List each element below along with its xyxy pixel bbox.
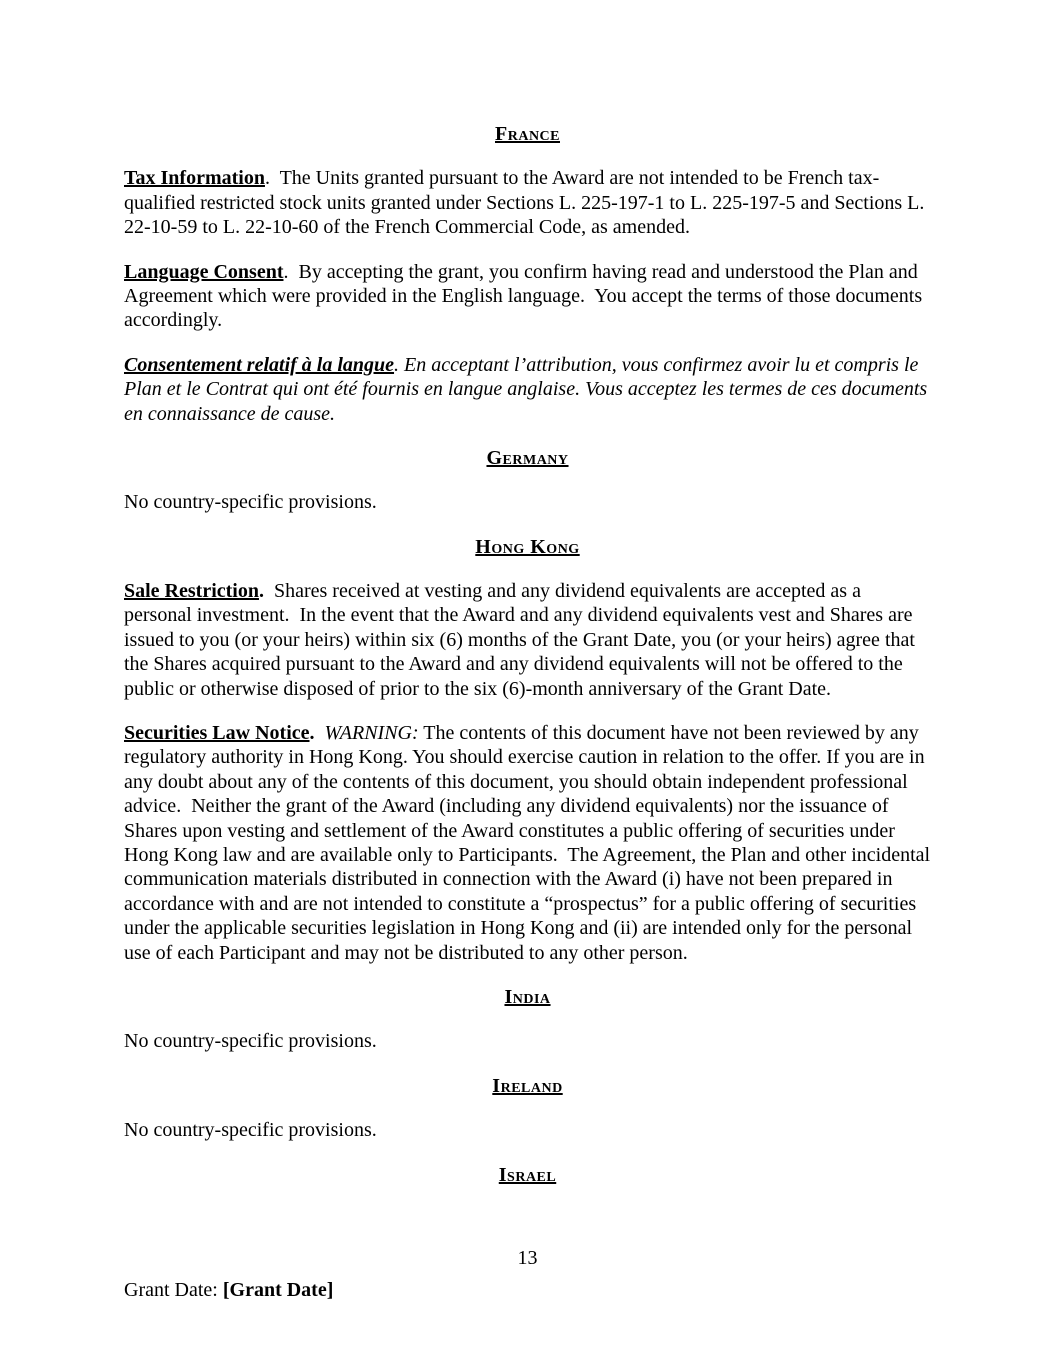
section-heading-text: Germany <box>486 446 569 469</box>
section-heading-text: Ireland <box>492 1074 563 1097</box>
paragraph-text: No country-specific provisions. <box>124 1030 377 1053</box>
paragraph-no-provisions-india <box>124 1029 931 1053</box>
paragraph-text: . By accepting the grant, you confirm having read and understood the Plan and Agreement which were provided in the English language. You accept the terms of those documents accordingly. <box>124 260 928 332</box>
paragraph-consentement-langue <box>124 353 931 426</box>
paragraph-lead: Consentement relatif à la langue <box>124 353 395 376</box>
paragraph-text: No country-specific provisions. <box>124 1119 377 1142</box>
section-heading-israel <box>124 1163 931 1187</box>
paragraph-lead-period: . <box>309 722 315 745</box>
section-germany <box>124 446 931 515</box>
section-heading-text: Israel <box>498 1163 557 1186</box>
section-france <box>124 122 931 426</box>
section-heading-india <box>124 985 931 1009</box>
paragraph-lead: Securities Law Notice <box>124 722 310 745</box>
section-ireland <box>124 1074 931 1143</box>
paragraph-text: Shares received at vesting and any dividend equivalents are accepted as a personal investment. In the event that the Award and any dividend equivalents vest and Shares are issued to you (or your heirs) within six (6) months of the Grant Date, you (or your heirs) agree that the Shares acquired pursuant to the Award and any dividend equivalents will not be offered to the public or otherwise disposed of prior to the six (6)-month anniversary of the Grant Date. <box>124 580 920 700</box>
paragraph-lead: Sale Restriction <box>124 580 259 603</box>
paragraph-lead: Language Consent <box>124 260 284 283</box>
section-heading-text: India <box>504 985 551 1008</box>
paragraph-no-provisions-germany <box>124 490 931 514</box>
paragraph-lead: Tax Information <box>124 167 265 190</box>
section-heading-hong-kong <box>124 535 931 559</box>
paragraph-tax-information <box>124 166 931 239</box>
paragraph-text: . The Units granted pursuant to the Award are not intended to be French tax-qualified restricted stock units granted under Sections L. 225-197-1 to L. 225-197-5 and Sections L. 22-10-59 to L. 22-10-60 of the French Commercial Code, as amended. <box>124 167 930 239</box>
paragraph-no-provisions-ireland <box>124 1118 931 1142</box>
grant-date-value: [Grant Date] <box>222 1279 334 1301</box>
paragraph-language-consent <box>124 260 931 333</box>
paragraph-text: No country-specific provisions. <box>124 491 377 514</box>
section-heading-france <box>124 122 931 146</box>
section-heading-text: France <box>495 123 560 145</box>
paragraph-sale-restriction <box>124 579 931 701</box>
section-israel <box>124 1163 931 1187</box>
paragraph-securities-law-notice <box>124 721 936 965</box>
paragraph-lead-period: . <box>258 580 264 603</box>
paragraph-spacer <box>315 722 325 744</box>
section-india <box>124 985 931 1054</box>
grant-date-footer <box>124 1278 333 1302</box>
section-heading-text: Hong Kong <box>475 535 580 558</box>
warning-label: WARNING: <box>324 722 419 745</box>
section-heading-germany <box>124 446 931 470</box>
page-number: 13 <box>517 1247 538 1269</box>
paragraph-text: The contents of this document have not been reviewed by any regulatory authority in Hong Kong. You should exercise caution in relation to the offer. If you are in any doubt about any of the contents of this document, you should obtain independent professional advice. Neither the grant of the Award (including any dividend equivalents) nor the issuance of Shares upon vesting and settlement of the Award constitutes a public offering of securities under Hong Kong law and are available only to Participants. The Agreement, the Plan and other incidental communication materials distributed in connection with the Award (i) have not been prepared in accordance with and are not intended to constitute a “prospectus” for a public offering of securities under the applicable securities legislation in Hong Kong and (ii) are intended only for the personal use of each Participant and may not be distributed to any other person. <box>124 722 936 964</box>
section-hong-kong <box>124 535 936 965</box>
paragraph-text: . En acceptant l’attribution, vous confirmez avoir lu et compris le Plan et le Contrat qui ont été fournis en langue anglaise. Vous acceptez les termes de ces documents en connaissance de cause. <box>124 353 933 425</box>
section-heading-ireland <box>124 1074 931 1098</box>
grant-date-label: Grant Date: <box>124 1279 223 1301</box>
